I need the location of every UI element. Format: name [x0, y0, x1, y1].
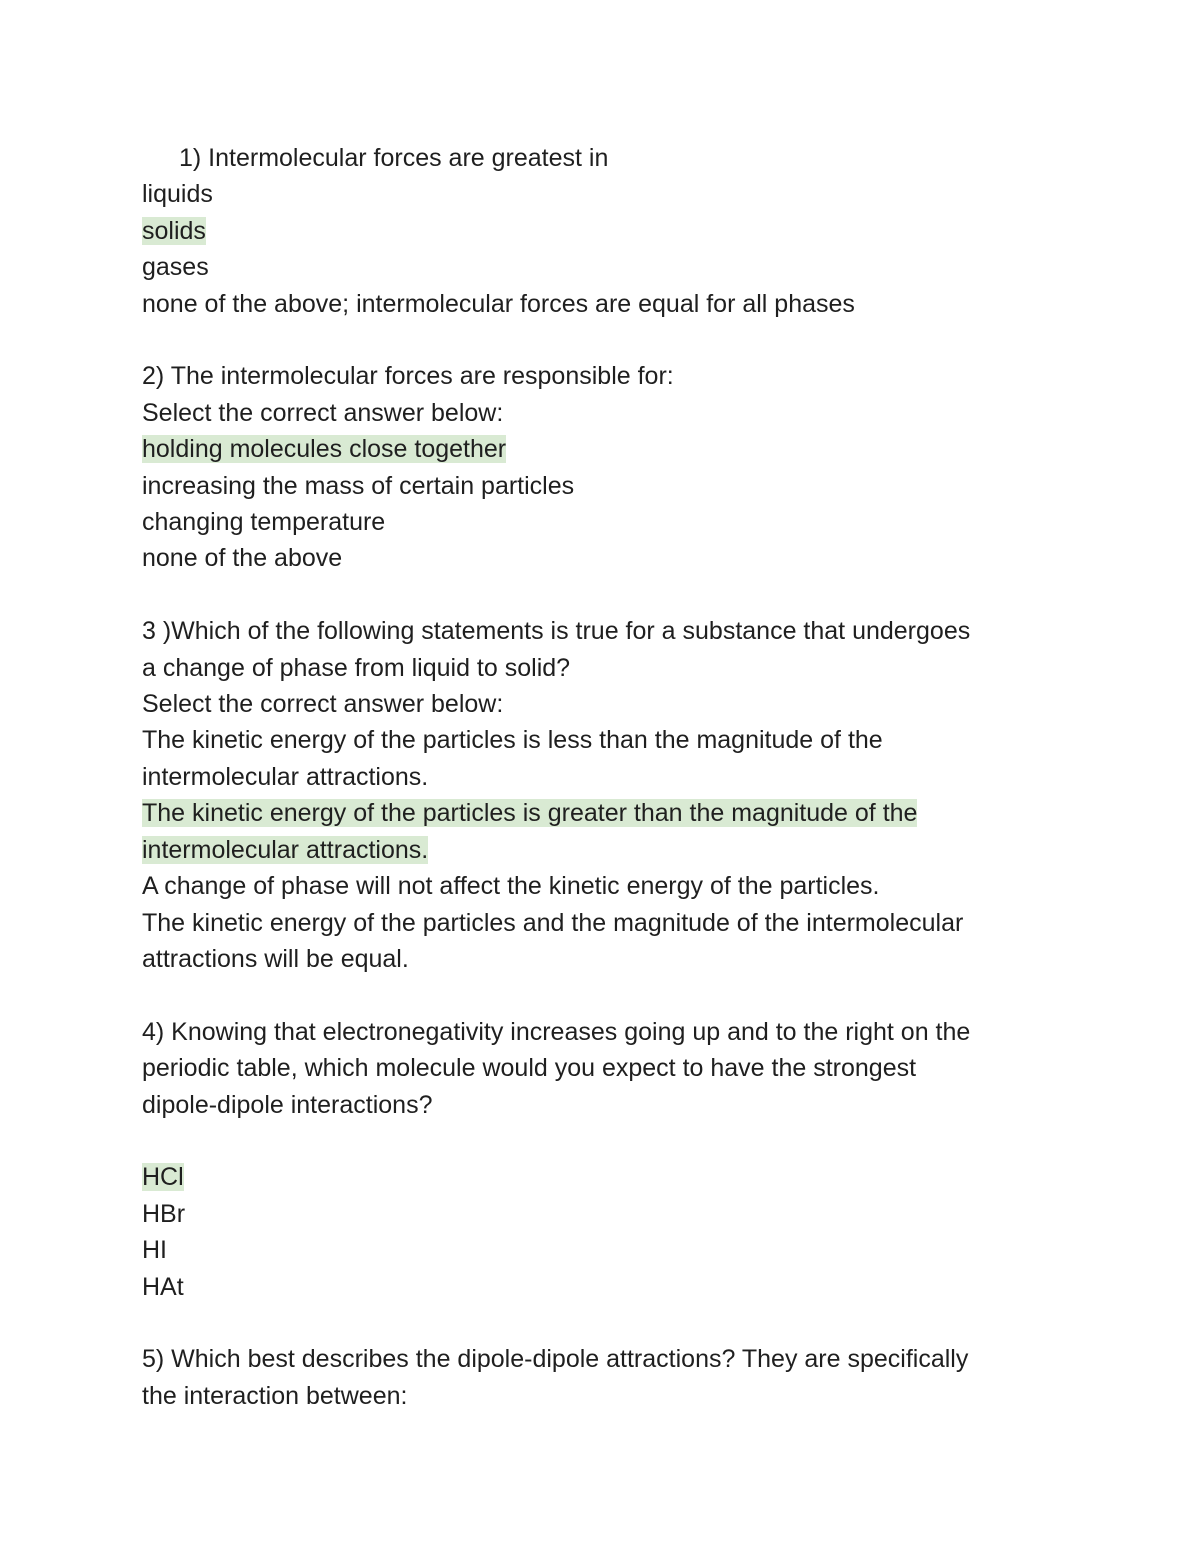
answer-text: liquids [142, 180, 213, 209]
question-separator [142, 322, 1072, 358]
highlighted-answer-text: intermolecular attractions. [142, 835, 429, 864]
answer-text: gases [142, 253, 209, 282]
highlighted-answer-text: solids [142, 216, 206, 245]
answer-option-line [142, 286, 1072, 322]
answer-text: changing temperature [142, 508, 386, 537]
answer-option-correct [142, 431, 1072, 467]
answer-option-line [142, 504, 1072, 540]
answer-option-correct [142, 213, 1072, 249]
question-prompt-line: the interaction between: [142, 1381, 408, 1410]
question-prompt-line: dipole-dipole interactions? [142, 1090, 433, 1119]
question-prompt-line: 2) The intermolecular forces are responsible for: [142, 362, 674, 391]
question-separator [142, 577, 1072, 613]
answer-option [142, 504, 1072, 540]
answer-text: HAt [142, 1272, 184, 1301]
answer-option-line [142, 941, 1072, 977]
answer-option-line [142, 905, 1072, 941]
answer-option-correct [142, 795, 1072, 868]
answer-text: HI [142, 1236, 167, 1265]
question-prompt-line: 3 )Which of the following statements is true for a substance that undergoes [142, 617, 971, 646]
question-prompt-line: periodic table, which molecule would you expect to have the strongest [142, 1054, 917, 1083]
highlighted-answer-text: The kinetic energy of the particles is greater than the magnitude of the [142, 799, 918, 828]
answer-text: none of the above; intermolecular forces are equal for all phases [142, 289, 855, 318]
question-1 [142, 140, 1072, 322]
question-separator [142, 1305, 1072, 1341]
answer-option-line [142, 468, 1072, 504]
answer-option-line [142, 759, 1072, 795]
answer-option-line [142, 1269, 1072, 1305]
answer-option [142, 468, 1072, 504]
answer-option [142, 286, 1072, 322]
answer-option-line [142, 213, 1072, 249]
answer-option-line [142, 832, 1072, 868]
question-5 [142, 1341, 1072, 1414]
question-prompt-line: 4) Knowing that electronegativity increases going up and to the right on the [142, 1017, 971, 1046]
answer-option-line [142, 722, 1072, 758]
highlighted-answer-text: HCl [142, 1163, 184, 1192]
answer-option-correct [142, 1159, 1072, 1195]
answer-option-line [142, 431, 1072, 467]
answer-option [142, 540, 1072, 576]
blank-line [142, 1123, 1072, 1159]
answer-text: HBr [142, 1199, 186, 1228]
highlighted-answer-text: holding molecules close together [142, 435, 507, 464]
answer-option [142, 868, 1072, 904]
question-prompt-line: 1) Intermolecular forces are greatest in [179, 144, 609, 172]
question-4 [142, 1014, 1072, 1305]
answer-option [142, 249, 1072, 285]
question-prompt-line: a change of phase from liquid to solid? [142, 653, 571, 682]
question-prompt-line: 5) Which best describes the dipole-dipole attractions? They are specifically [142, 1345, 969, 1374]
question-3 [142, 613, 1072, 977]
question-separator [142, 977, 1072, 1013]
answer-text: A change of phase will not affect the kinetic energy of the particles. [142, 872, 880, 901]
quiz-content [142, 140, 1072, 1414]
answer-option-line [142, 1232, 1072, 1268]
answer-text: increasing the mass of certain particles [142, 471, 575, 500]
answer-option [142, 905, 1072, 978]
answer-option [142, 1232, 1072, 1268]
question-prompt-line: Select the correct answer below: [142, 690, 504, 719]
answer-text: attractions will be equal. [142, 944, 409, 973]
answer-option-line [142, 176, 1072, 212]
answer-option [142, 1196, 1072, 1232]
answer-text: none of the above [142, 544, 343, 573]
answer-option-line [142, 1196, 1072, 1232]
answer-option-line [142, 868, 1072, 904]
question-2 [142, 358, 1072, 576]
answer-option [142, 722, 1072, 795]
answer-option-line [142, 1159, 1072, 1195]
answer-option [142, 1269, 1072, 1305]
question-prompt-line: Select the correct answer below: [142, 398, 504, 427]
answer-option-line [142, 795, 1072, 831]
answer-text: The kinetic energy of the particles is less than the magnitude of the [142, 726, 883, 755]
answer-text: intermolecular attractions. [142, 762, 429, 791]
answer-option [142, 176, 1072, 212]
answer-text: The kinetic energy of the particles and the magnitude of the intermolecular [142, 908, 964, 937]
answer-option-line [142, 540, 1072, 576]
answer-option-line [142, 249, 1072, 285]
